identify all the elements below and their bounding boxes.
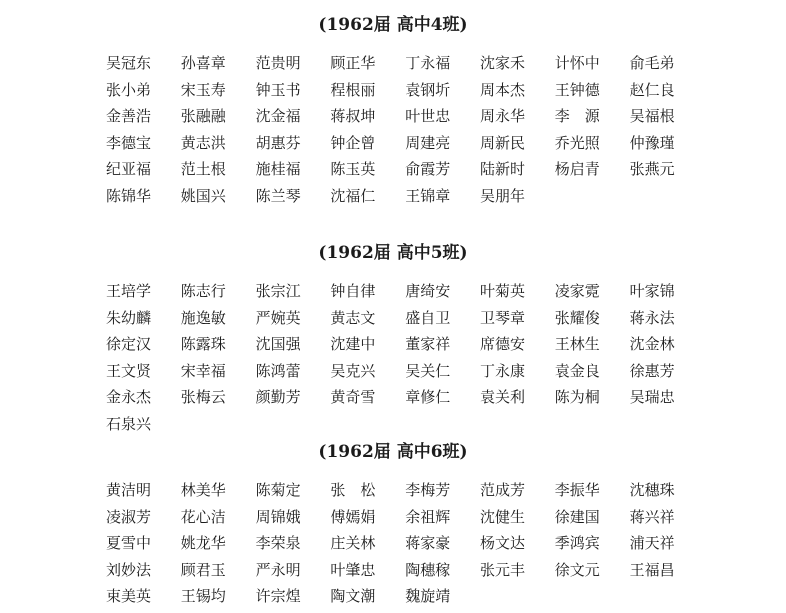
student-name: 魏旋靖 — [405, 587, 451, 605]
student-name: 许宗煌 — [255, 587, 301, 605]
student-name: 姚国兴 — [180, 186, 226, 205]
student-name: 卫琴章 — [480, 308, 526, 327]
section-title-class-6: (1962届 高中6班) — [318, 442, 468, 462]
student-name: 叶菊英 — [480, 282, 526, 300]
student-name: 金善浩 — [106, 107, 152, 125]
student-name: 吴克兴 — [330, 361, 376, 380]
name-row — [106, 159, 706, 186]
student-name: 沈福仁 — [330, 186, 376, 205]
student-name: 徐建国 — [554, 507, 600, 526]
student-name: 陈玉英 — [330, 160, 376, 178]
student-name: 颜勤芳 — [255, 388, 301, 406]
student-name: 顾正华 — [330, 54, 376, 72]
student-name: 陈兰琴 — [255, 186, 301, 205]
student-name: 王培学 — [106, 282, 152, 300]
student-name: 余祖辉 — [405, 507, 451, 526]
student-name: 王文贤 — [106, 361, 152, 380]
student-name: 黄志文 — [330, 308, 376, 327]
student-name: 姚龙华 — [180, 534, 226, 552]
student-name: 纪亚福 — [106, 160, 152, 178]
student-name: 陈鸿蕾 — [255, 361, 301, 380]
student-name: 束美英 — [106, 587, 152, 605]
student-name: 蒋兴祥 — [629, 507, 675, 526]
student-name: 蒋家豪 — [405, 534, 451, 552]
student-name: 张耀俊 — [554, 308, 600, 327]
student-name: 叶肇忠 — [330, 560, 376, 579]
student-name: 胡惠芬 — [255, 133, 301, 152]
student-name: 沈家禾 — [480, 54, 526, 72]
name-grid-class-4 — [106, 53, 706, 212]
student-name: 陈志行 — [180, 282, 226, 300]
student-name: 张小弟 — [106, 80, 152, 99]
student-name: 杨启青 — [554, 160, 600, 178]
student-name: 叶家锦 — [629, 282, 675, 300]
name-row — [106, 414, 706, 441]
student-name: 沈建中 — [330, 335, 376, 353]
student-name: 王福昌 — [629, 560, 675, 579]
student-name: 张宗江 — [255, 282, 301, 300]
name-row — [106, 334, 706, 361]
student-name: 张燕元 — [629, 160, 675, 178]
student-name: 宋玉寿 — [180, 80, 226, 99]
student-name: 傅嫣娟 — [330, 507, 376, 526]
student-name: 李梅芳 — [405, 481, 451, 499]
name-row — [106, 133, 706, 160]
section-title-class-4: (1962届 高中4班) — [318, 15, 468, 35]
student-name: 丁永福 — [405, 54, 451, 72]
student-name: 黄志洪 — [180, 133, 226, 152]
name-row — [106, 361, 706, 388]
student-name: 吴关仁 — [405, 361, 451, 380]
student-name: 袁关利 — [480, 388, 526, 406]
student-name: 庄关林 — [330, 534, 376, 552]
name-row — [106, 560, 706, 587]
student-name: 王锦章 — [405, 186, 451, 205]
name-row — [106, 281, 706, 308]
student-name: 黄奇雪 — [330, 388, 376, 406]
student-name: 王林生 — [554, 335, 600, 353]
name-grid-class-6 — [106, 480, 706, 613]
name-row — [106, 308, 706, 335]
name-row — [106, 80, 706, 107]
student-name: 唐绮安 — [405, 282, 451, 300]
student-name: 沈健生 — [480, 507, 526, 526]
student-name: 花心洁 — [180, 507, 226, 526]
student-name: 吴福根 — [629, 107, 675, 125]
student-name: 陶文潮 — [330, 587, 376, 605]
student-name: 周建亮 — [405, 133, 451, 152]
student-name: 顾君玉 — [180, 560, 226, 579]
name-grid-class-5 — [106, 281, 706, 440]
student-name: 施桂福 — [255, 160, 301, 178]
student-name: 钟自律 — [330, 282, 376, 300]
student-name: 沈金林 — [629, 335, 675, 353]
student-name: 周本杰 — [480, 80, 526, 99]
student-name: 孙喜章 — [180, 54, 226, 72]
name-row — [106, 586, 706, 613]
student-name: 程根丽 — [330, 80, 376, 99]
student-name: 沈国强 — [255, 335, 301, 353]
student-name: 章修仁 — [405, 388, 451, 406]
student-name: 施逸敏 — [180, 308, 226, 327]
student-name: 周新民 — [480, 133, 526, 152]
student-name: 俞毛弟 — [629, 54, 675, 72]
student-name: 陈露珠 — [180, 335, 226, 353]
student-name: 盛自卫 — [405, 308, 451, 327]
student-name: 钟玉书 — [255, 80, 301, 99]
student-name: 黄洁明 — [106, 481, 152, 499]
student-name: 徐定汉 — [106, 335, 152, 353]
student-name: 沈穗珠 — [629, 481, 675, 499]
student-name: 蒋永法 — [629, 308, 675, 327]
student-name: 陈锦华 — [106, 186, 152, 205]
student-name: 吴冠东 — [106, 54, 152, 72]
student-name: 周锦娥 — [255, 507, 301, 526]
student-name: 袁金良 — [554, 361, 600, 380]
name-row — [106, 186, 706, 213]
student-name: 张元丰 — [480, 560, 526, 579]
student-name: 李 源 — [554, 107, 600, 125]
section-title-class-5: (1962届 高中5班) — [318, 243, 468, 263]
student-name: 吴朋年 — [480, 186, 526, 205]
student-name: 林美华 — [180, 481, 226, 499]
student-name: 陆新时 — [480, 160, 526, 178]
student-name: 王锡均 — [180, 587, 226, 605]
student-name: 李荣泉 — [255, 534, 301, 552]
student-name: 张 松 — [330, 481, 376, 499]
name-row — [106, 387, 706, 414]
student-name: 董家祥 — [405, 335, 451, 353]
student-name: 浦天祥 — [629, 534, 675, 552]
student-name: 凌家霓 — [554, 282, 600, 300]
name-row — [106, 106, 706, 133]
student-name: 吴瑞忠 — [629, 388, 675, 406]
student-name: 王钟德 — [554, 80, 600, 99]
student-name: 席德安 — [480, 335, 526, 353]
student-name: 俞霞芳 — [405, 160, 451, 178]
student-name: 蒋叔坤 — [330, 107, 376, 125]
student-name: 李振华 — [554, 481, 600, 499]
name-row — [106, 507, 706, 534]
student-name: 计怀中 — [554, 54, 600, 72]
student-name: 夏雪中 — [106, 534, 152, 552]
student-name: 陈为桐 — [554, 388, 600, 406]
name-row — [106, 480, 706, 507]
student-name: 陶穗稼 — [405, 560, 451, 579]
name-row — [106, 533, 706, 560]
student-name: 严婉英 — [255, 308, 301, 327]
student-name: 杨文达 — [480, 534, 526, 552]
student-name: 石泉兴 — [106, 414, 152, 433]
student-name: 仲豫瑾 — [629, 133, 675, 152]
student-name: 季鸿宾 — [554, 534, 600, 552]
student-name: 钟企曾 — [330, 133, 376, 152]
student-name: 徐惠芳 — [629, 361, 675, 380]
student-name: 金永杰 — [106, 388, 152, 406]
student-name: 严永明 — [255, 560, 301, 579]
name-row — [106, 53, 706, 80]
student-name: 周永华 — [480, 107, 526, 125]
student-name: 徐文元 — [554, 560, 600, 579]
student-name: 张梅云 — [180, 388, 226, 406]
student-name: 范成芳 — [480, 481, 526, 499]
student-name: 乔光照 — [554, 133, 600, 152]
student-name: 刘妙法 — [106, 560, 152, 579]
student-name: 叶世忠 — [405, 107, 451, 125]
student-name: 丁永康 — [480, 361, 526, 380]
student-name: 沈金福 — [255, 107, 301, 125]
student-name: 陈菊定 — [255, 481, 301, 499]
student-name: 范贵明 — [255, 54, 301, 72]
student-name: 张融融 — [180, 107, 226, 125]
student-name: 李德宝 — [106, 133, 152, 152]
student-name: 朱幼麟 — [106, 308, 152, 327]
student-name: 宋幸福 — [180, 361, 226, 380]
student-name: 凌淑芳 — [106, 507, 152, 526]
student-name: 范土根 — [180, 160, 226, 178]
student-name: 袁钢圻 — [405, 80, 451, 99]
student-name: 赵仁良 — [629, 80, 675, 99]
